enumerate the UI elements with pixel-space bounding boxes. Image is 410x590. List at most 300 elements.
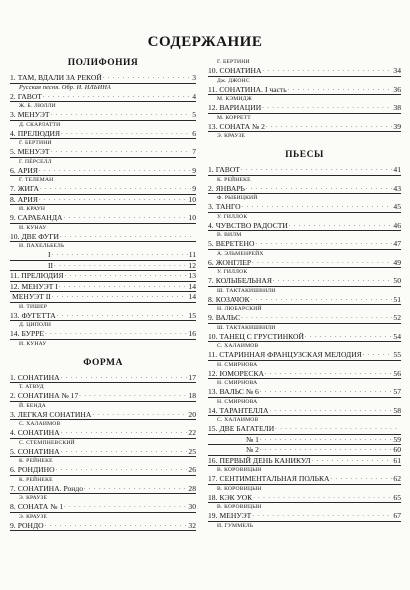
toc-line [10, 391, 196, 402]
entry-page: 25 [188, 446, 196, 456]
dot-leader [60, 232, 195, 242]
entry-title: ФУГЕТТА [21, 310, 56, 320]
toc-line [10, 428, 196, 439]
entry-title: СТАРИННАЯ ФРАНЦУЗСКАЯ МЕЛОДИЯ [219, 350, 362, 359]
dot-leader [252, 258, 392, 268]
toc-entry[interactable] [208, 456, 401, 475]
entry-page: 30 [188, 502, 196, 511]
toc-entry[interactable] [208, 221, 401, 240]
toc-entry[interactable] [10, 373, 196, 392]
toc-entry[interactable] [10, 282, 196, 293]
entry-number: 8. [208, 294, 214, 304]
toc-line [208, 165, 401, 176]
dot-leader [59, 282, 188, 292]
toc-entry[interactable] [10, 232, 196, 272]
toc-line [10, 232, 196, 243]
toc-line [10, 311, 196, 322]
entry-number: 6. [208, 257, 214, 267]
toc-entry[interactable] [208, 350, 401, 369]
entry-number: 8. [10, 194, 16, 204]
toc-line [208, 493, 401, 504]
section-gap [208, 140, 401, 148]
entry-number: 12. [208, 103, 218, 112]
entry-title: МЕНУЭТ [17, 147, 50, 156]
entry-composer: К. РЕЙНЕКЕ [217, 176, 251, 183]
toc-entry[interactable] [10, 410, 196, 429]
entry-number: 19. [208, 511, 218, 520]
entry-composer: Дж. ДЖОНС [217, 77, 250, 84]
toc-line [10, 213, 196, 224]
entry-number: 7. [10, 184, 16, 193]
toc-entry[interactable] [10, 213, 196, 232]
toc-line [208, 202, 401, 213]
entry-title: ТАРАНТЕЛЛА [219, 405, 269, 415]
entry-page: 22 [188, 428, 196, 437]
entry-composer: Д. ЦИПОЛИ [19, 322, 52, 328]
entry-composer: И. КРАУН [19, 206, 46, 212]
toc-line [208, 369, 401, 380]
toc-line [208, 445, 401, 456]
dot-leader [252, 511, 392, 521]
toc-line [10, 271, 196, 282]
dot-leader [273, 276, 393, 286]
entry-title: САРАБАНДА [17, 213, 63, 222]
toc-entry[interactable] [10, 447, 196, 466]
entry-page: 10 [188, 213, 196, 222]
toc-line [10, 92, 196, 103]
toc-line [10, 292, 196, 303]
dot-leader [266, 122, 392, 132]
toc-line [208, 387, 401, 398]
entry-page: 18 [188, 391, 196, 400]
entry-page: 67 [393, 511, 401, 520]
entry-number: 16. [208, 455, 218, 465]
toc-entry[interactable] [208, 184, 401, 203]
entry-composer: С. ХАЛАИМОВ [217, 343, 259, 349]
entry-number: 13. [10, 310, 20, 320]
toc-entry[interactable] [10, 73, 196, 92]
entry-composer: Э. КРАУЗЕ [217, 133, 246, 139]
part-label: II [48, 260, 54, 270]
dot-leader [61, 428, 188, 438]
dot-leader [45, 521, 188, 531]
entry-composer: Й. БЕНДА [19, 402, 46, 409]
toc-line [208, 276, 401, 287]
dot-leader [305, 332, 392, 342]
entry-title: СОНАТА № 1 [17, 502, 64, 511]
entry-page: 6 [192, 128, 196, 138]
dot-leader [57, 311, 188, 321]
toc-line [208, 85, 401, 96]
toc-line [10, 329, 196, 340]
toc-entry[interactable] [208, 474, 401, 493]
entry-composer: Ш. ТАКТАКИШВИЛИ [217, 287, 276, 294]
entry-page: 36 [393, 84, 401, 94]
dot-leader [39, 166, 191, 176]
entry-title: ВАРИАЦИИ [219, 103, 262, 112]
toc-entry[interactable] [208, 258, 401, 277]
entry-composer: В. КОРОВИЦЫН [217, 485, 262, 492]
entry-number: 2. [10, 391, 16, 400]
entry-page: 14 [188, 281, 196, 291]
entry-number: 10. [208, 66, 218, 75]
toc-line [10, 261, 196, 272]
toc-line [10, 147, 196, 158]
entry-title: СОНАТИНА [17, 446, 60, 456]
entry-title: СОНАТИНА [17, 372, 60, 382]
toc-entry[interactable] [208, 406, 401, 425]
dot-leader [64, 213, 188, 223]
entry-composer: Н. СМИРНОВА [217, 361, 258, 368]
entry-number: 2. [10, 91, 16, 101]
toc-line [208, 103, 401, 114]
entry-title: ВАЛЬС № 6 [219, 387, 259, 396]
dot-leader [256, 239, 393, 249]
entry-title: КОЛЫБЕЛЬНАЯ [215, 276, 272, 285]
toc-line [208, 66, 401, 77]
toc-entry[interactable] [208, 202, 401, 221]
entry-number: 14. [10, 329, 20, 338]
toc-entry[interactable] [208, 85, 401, 104]
entry-composer: К. РЕЙНЕКЕ [19, 476, 53, 483]
dot-leader [61, 373, 188, 383]
entry-composer: В. КОРОВИЦЫН [217, 504, 262, 510]
entry-number: 11. [208, 350, 218, 359]
entry-number: 11. [10, 271, 20, 280]
toc-line [208, 184, 401, 195]
toc-line [10, 484, 196, 495]
part-label: № 1 [246, 434, 259, 444]
entry-page: 7 [192, 147, 196, 156]
entry-title: ЯНВАРЬ [215, 183, 245, 193]
toc-part[interactable] [10, 261, 196, 272]
entry-number: 9. [10, 520, 16, 530]
entry-title: ВЕРЕТЕНО [215, 239, 255, 248]
entry-composer: В. КОРОВИЦЫН [217, 467, 262, 473]
dot-leader [61, 447, 188, 457]
entry-title: ВАЛЬС [215, 313, 241, 322]
entry-page: 10 [188, 194, 196, 204]
entry-page: 3 [192, 73, 196, 82]
entry-title: МЕНУЭТ I [21, 281, 58, 291]
section-gap [10, 348, 196, 356]
toc-line [10, 110, 196, 121]
entry-title: ПЕРВЫЙ ДЕНЬ КАНИКУЛ [219, 455, 311, 465]
entry-composer: Ш. ТАКТАКИШВИЛИ [217, 324, 276, 331]
toc-entry[interactable] [208, 313, 401, 332]
entry-composer: И. ГУММЕЛЬ [217, 522, 254, 529]
dot-leader [312, 456, 393, 466]
entry-composer: М. КОРРЕТТ [217, 114, 251, 121]
entry-title: ЖОНГЛЕР [215, 257, 252, 267]
dot-leader [79, 391, 187, 401]
entry-composer: Ж. Б. ЛЮЛЛИ [19, 103, 56, 109]
entry-title: БУРРЕ [21, 329, 45, 338]
toc-entry[interactable] [208, 493, 401, 512]
toc-entry[interactable] [10, 292, 196, 311]
toc-entry[interactable] [10, 147, 196, 166]
toc-line [10, 250, 196, 261]
part-label: № 2 [246, 445, 259, 454]
toc-entry[interactable] [10, 391, 196, 410]
entry-number: 2. [208, 183, 214, 193]
dot-leader [260, 445, 392, 455]
dot-leader [45, 329, 187, 339]
entry-title: ЖИГА [17, 184, 40, 193]
entry-composer: В. ВИЛМ [217, 232, 242, 238]
toc-entry[interactable] [10, 465, 196, 484]
left-column [10, 56, 196, 531]
entry-title: МЕНУЭТ II [12, 292, 51, 301]
toc-entry[interactable] [10, 484, 196, 503]
entry-title: СОНАТИНА. I часть [219, 84, 287, 94]
entry-number: 11. [208, 84, 218, 94]
entry-composer: А. ЭЛЬМЕНРЕЙХ [217, 250, 264, 257]
toc-entry[interactable] [10, 329, 196, 348]
section-title: ПЬЕСЫ [285, 150, 324, 160]
entry-page: 9 [192, 184, 196, 193]
dot-leader [275, 424, 400, 434]
toc-entry[interactable] [208, 295, 401, 314]
entry-number: 3. [208, 202, 214, 211]
entry-number: 7. [208, 276, 214, 285]
entry-title: СОНАТА № 2 [219, 121, 265, 131]
section-title: ПОЛИФОНИЯ [67, 58, 139, 68]
entry-composer: Г. ТЕЛЕМАН [19, 177, 54, 183]
entry-page: 9 [192, 165, 196, 175]
page-title: СОДЕРЖАНИЕ [147, 34, 263, 50]
entry-composer: Н. СМИРНОВА [217, 398, 258, 405]
entry-composer: К. РЕЙНЕКЕ [19, 458, 53, 464]
dot-leader [246, 184, 393, 194]
entry-number: 12. [208, 368, 218, 378]
entry-title: ДВЕ ФУГИ [21, 231, 59, 241]
entry-page: 61 [393, 455, 401, 465]
entry-number: 3. [10, 110, 16, 119]
entry-page: 28 [188, 483, 196, 493]
entry-composer: У. ГИЛЛОК [217, 213, 248, 220]
entry-page: 49 [393, 257, 401, 267]
toc-entry[interactable] [208, 332, 401, 351]
entry-composer: С. ХАЛАИМОВ [19, 421, 61, 427]
entry-number: 10. [10, 231, 20, 241]
entry-composer: Ф. РЫБИЦКИЙ [217, 195, 258, 201]
toc-line [208, 239, 401, 250]
toc-part[interactable] [208, 435, 401, 446]
toc-part[interactable] [208, 445, 401, 456]
entry-title: ТАНЕЦ С ГРУСТИНКОЙ [219, 331, 305, 341]
entry-number: 6. [10, 165, 16, 175]
toc-entry[interactable] [208, 276, 401, 295]
toc-line [10, 373, 196, 384]
entry-page: 56 [393, 368, 401, 378]
entry-page: 13 [188, 271, 196, 280]
toc-line [208, 258, 401, 269]
entry-title: ЮМОРЕСКА [219, 368, 265, 378]
toc-line [10, 502, 196, 513]
entry-page: 59 [393, 434, 401, 444]
toc-line [10, 447, 196, 458]
toc-entry[interactable] [208, 66, 401, 85]
entry-composer: М. КЭМИДЖ [217, 96, 252, 102]
toc-line [208, 332, 401, 343]
toc-entry[interactable] [208, 165, 401, 184]
dot-leader [289, 221, 392, 231]
dot-leader [54, 261, 187, 271]
toc-entry[interactable] [10, 502, 196, 521]
entry-title: ТАНГО [215, 202, 241, 211]
toc-line [208, 350, 401, 361]
toc-entry[interactable] [208, 239, 401, 258]
entry-page: 12 [188, 260, 196, 270]
toc-line [10, 465, 196, 476]
entry-number: 1. [10, 372, 16, 382]
entry-title: КОЗАЧОК [215, 294, 250, 304]
entry-number: 12. [10, 281, 20, 291]
toc-entry[interactable] [10, 184, 196, 195]
section-title: ФОРМА [83, 357, 123, 368]
toc-entry[interactable] [208, 122, 401, 141]
entry-number: 17. [208, 474, 218, 483]
entry-composer: Д. СКАРЛАТТИ [19, 121, 61, 128]
entry-page: 14 [188, 292, 196, 301]
toc-entry[interactable] [10, 311, 196, 330]
entry-title: РОНДО [17, 520, 44, 530]
right-column [208, 56, 401, 530]
dot-leader [92, 410, 187, 420]
toc-line [10, 73, 196, 84]
toc-entry[interactable] [208, 511, 401, 530]
entry-title: ПРЕЛЮДИЯ [21, 271, 64, 280]
entry-page: 32 [188, 520, 196, 530]
dot-leader [64, 502, 187, 512]
entry-page: 55 [393, 350, 401, 359]
entry-page: 41 [393, 165, 401, 174]
toc-line [208, 221, 401, 232]
dot-leader [43, 92, 191, 102]
toc-line [208, 435, 401, 446]
entry-title: ГАВОТ [215, 165, 240, 174]
toc-entry[interactable] [208, 387, 401, 406]
dot-leader [52, 250, 188, 260]
dot-leader [103, 73, 191, 83]
dot-leader [65, 271, 188, 281]
dot-leader [56, 465, 188, 475]
entry-title: ЧУВСТВО РАДОСТИ [215, 220, 288, 230]
toc-entry[interactable] [10, 92, 196, 111]
toc-line [208, 424, 401, 435]
dot-leader [242, 202, 393, 212]
entry-title: СОНАТИНА [17, 428, 60, 437]
entry-page: 26 [188, 465, 196, 474]
entry-page: 11 [188, 250, 196, 259]
toc-entry[interactable] [10, 428, 196, 447]
entry-page: 60 [393, 445, 401, 454]
entry-number: 5. [10, 446, 16, 456]
entry-composer: Н. СМИРНОВА [217, 380, 258, 386]
entry-number: 1. [208, 165, 214, 174]
entry-composer: И. КУНАУ [19, 224, 47, 231]
dot-leader [241, 313, 392, 323]
toc-part[interactable] [10, 250, 196, 261]
entry-page: 54 [393, 331, 401, 341]
entry-number: 10. [208, 331, 218, 341]
entry-number: 8. [10, 502, 16, 511]
entry-number: 5. [10, 147, 16, 156]
dot-leader [52, 292, 188, 302]
toc-entry[interactable] [10, 521, 196, 532]
dot-leader [40, 184, 191, 194]
entry-number: 3. [10, 409, 16, 419]
toc-line [208, 295, 401, 306]
entry-page: 51 [393, 294, 401, 304]
entry-number: 15. [208, 424, 218, 433]
toc-entry[interactable] [10, 110, 196, 129]
toc-line [208, 122, 401, 133]
toc-entry[interactable] [208, 369, 401, 388]
entry-title: ЛЕГКАЯ СОНАТИНА [17, 409, 92, 419]
entry-title: МЕНУЭТ [17, 110, 50, 119]
toc-entry[interactable] [208, 424, 401, 456]
dot-leader [84, 484, 187, 494]
entry-composer: Русская песня. Обр. И. ИЛЬИНА [19, 83, 111, 91]
entry-title: КЭК УОК [219, 492, 253, 502]
entry-composer: И. ТИШЕР [19, 303, 48, 310]
entry-page: 17 [188, 372, 196, 382]
entry-composer: Н. ЛЮБАРСКИЙ [217, 306, 262, 312]
entry-page: 45 [393, 202, 401, 211]
entry-page: 47 [393, 239, 401, 248]
entry-page: 20 [188, 409, 196, 419]
toc-entry[interactable] [10, 195, 196, 214]
entry-page: 34 [393, 66, 401, 75]
toc-line [10, 166, 196, 177]
entry-composer: Г. БЕРТИНИ [19, 140, 52, 146]
dot-leader [251, 295, 393, 305]
entry-title: АРИЯ [17, 165, 38, 175]
dot-leader [265, 369, 392, 379]
entry-number: 4. [10, 428, 16, 437]
toc-entry[interactable] [10, 271, 196, 282]
entry-number: 4. [208, 220, 214, 230]
toc-line [208, 313, 401, 324]
dot-leader [269, 406, 392, 416]
entry-number: 6. [10, 465, 16, 474]
toc-entry[interactable] [208, 103, 401, 122]
dot-leader [260, 387, 393, 397]
entry-title: СОНАТИНА № 17 [17, 391, 79, 400]
entry-page: 16 [188, 329, 196, 338]
entry-number: 9. [208, 313, 214, 322]
toc-entry[interactable] [10, 166, 196, 185]
entry-number: 7. [10, 483, 16, 493]
dot-leader [363, 350, 393, 360]
toc-line [208, 456, 401, 467]
entry-number: 13. [208, 121, 218, 131]
entry-title: АРИЯ [17, 194, 38, 204]
entry-title: ТАМ, ВДАЛИ ЗА РЕКОЙ [17, 73, 102, 82]
entry-title: МЕНУЭТ [219, 511, 252, 520]
entry-composer: Э. КРАУЗЕ [19, 513, 48, 520]
entry-composer: Г. БЕРТИНИ [217, 59, 250, 65]
entry-page: 62 [393, 474, 401, 483]
entry-page: 4 [192, 91, 196, 101]
dot-leader [51, 147, 192, 157]
toc-entry[interactable] [10, 129, 196, 148]
entry-number: 18. [208, 492, 218, 502]
dot-leader [253, 493, 392, 503]
dot-leader [288, 85, 393, 95]
